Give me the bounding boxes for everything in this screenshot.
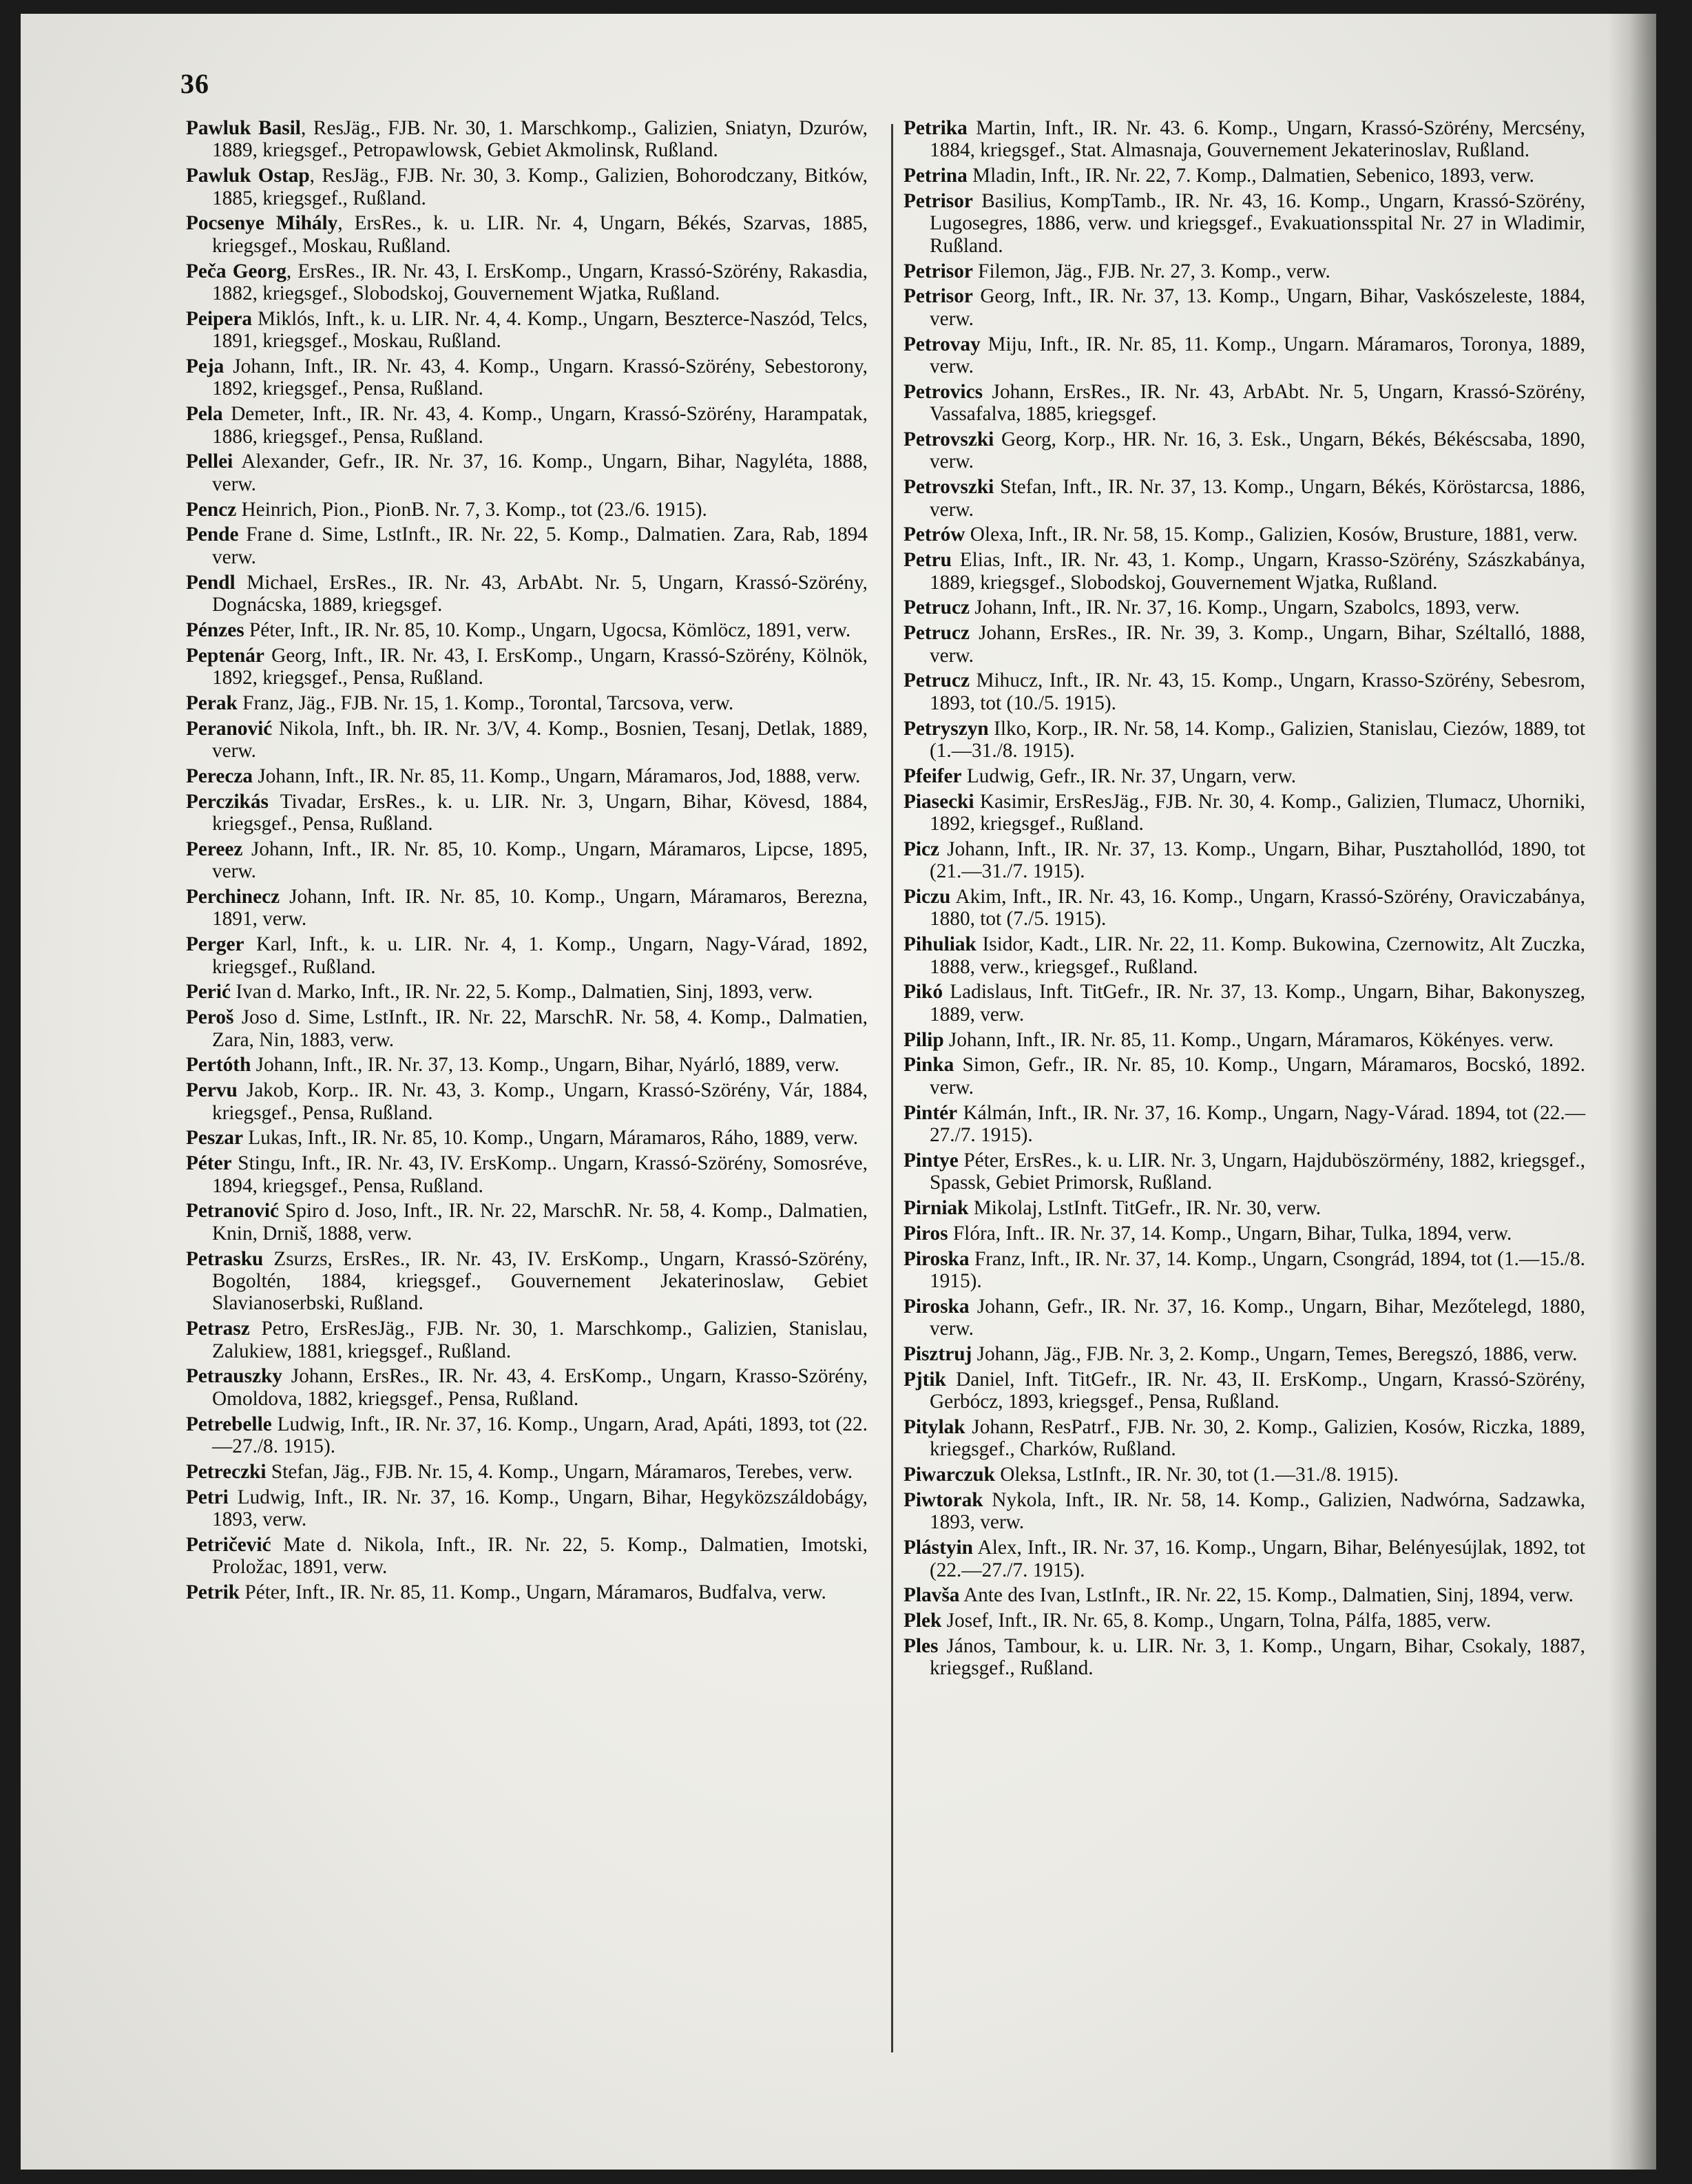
- casualty-entry: [186, 499, 868, 521]
- entry-surname: Pintér: [904, 1101, 958, 1124]
- entry-details: Kálmán, Inft., IR. Nr. 37, 16. Komp., Ungarn, Nagy-Várad. 1894, tot (22.—27./7. 1915).: [930, 1101, 1585, 1147]
- entry-details: Flóra, Inft.. IR. Nr. 37, 14. Komp., Ungarn, Bihar, Tulka, 1894, verw.: [948, 1222, 1512, 1245]
- entry-details: Filemon, Jäg., FJB. Nr. 27, 3. Komp., verw.: [972, 260, 1330, 282]
- entry-surname: Petrovszki: [904, 476, 994, 499]
- entry-details: Michael, ErsRes., IR. Nr. 43, ArbAbt. Nr. 5, Ungarn, Krassó-Szörény, Dognácska, 1889, kriegsgef.: [212, 571, 868, 616]
- casualty-entry: [904, 1635, 1585, 1680]
- casualty-entry: [186, 1079, 868, 1124]
- entry-surname: Piwarczuk: [904, 1464, 995, 1486]
- entry-surname: Petrovszki: [904, 428, 994, 451]
- entry-details: Péter, Inft., IR. Nr. 85, 11. Komp., Ungarn, Máramaros, Budfalva, verw.: [240, 1581, 826, 1604]
- entry-surname: Picz: [904, 838, 940, 860]
- entry-details: Johann, ErsRes., IR. Nr. 39, 3. Komp., Ungarn, Bihar, Széltalló, 1888, verw.: [930, 622, 1585, 667]
- entry-details: Isidor, Kadt., LIR. Nr. 22, 11. Komp. Bukowina, Czernowitz, Alt Zuczka, 1888, verw., kriegsgef., Rußland.: [930, 933, 1585, 978]
- entry-surname: Pervu: [186, 1079, 238, 1102]
- entry-surname: Petrucz: [904, 622, 970, 645]
- casualty-entry: [904, 523, 1585, 545]
- casualty-entry: [186, 886, 868, 930]
- casualty-entry: [904, 1197, 1585, 1219]
- entry-details: Petro, ErsResJäg., FJB. Nr. 30, 1. Marschkomp., Galizien, Stanislau, Zalukiew, 1881, kriegsgef., Rußland.: [212, 1318, 868, 1362]
- entry-details: , ResJäg., FJB. Nr. 30, 3. Komp., Galizien, Bohorodczany, Bitków, 1885, kriegsgef., Rußland.: [212, 165, 868, 209]
- entry-details: Johann, Inft., IR. Nr. 37, 16. Komp., Ungarn, Szabolcs, 1893, verw.: [969, 596, 1520, 619]
- casualty-entry: [186, 619, 868, 641]
- entry-surname: Ples: [904, 1635, 939, 1658]
- casualty-entry: [904, 1537, 1585, 1581]
- entry-details: Nikola, Inft., bh. IR. Nr. 3/V, 4. Komp., Bosnien, Tesanj, Detlak, 1889, verw.: [212, 717, 868, 762]
- entry-details: Lukas, Inft., IR. Nr. 85, 10. Komp., Ungarn, Máramaros, Ráho, 1889, verw.: [242, 1127, 859, 1150]
- entry-surname: Petranović: [186, 1200, 280, 1223]
- entry-details: Johann, Inft., IR. Nr. 85, 10. Komp., Ungarn, Máramaros, Lipcse, 1895, verw.: [212, 838, 868, 883]
- entry-surname: Petrasz: [186, 1318, 250, 1340]
- entry-surname: Pela: [186, 403, 223, 426]
- entry-details: Akim, Inft., IR. Nr. 43, 16. Komp., Ungarn, Krassó-Szörény, Oraviczabánya, 1880, tot (7./5. 1915).: [930, 886, 1585, 930]
- casualty-entry: [904, 1584, 1585, 1606]
- entry-details: Heinrich, Pion., PionB. Nr. 7, 3. Komp., tot (23./6. 1915).: [236, 498, 707, 521]
- entry-surname: Petrauszky: [186, 1365, 282, 1388]
- entry-surname: Petrucz: [904, 669, 970, 692]
- casualty-entry: [904, 765, 1585, 787]
- entry-surname: Petru: [904, 549, 952, 572]
- entry-details: Elias, Inft., IR. Nr. 43, 1. Komp., Ungarn, Krasso-Szörény, Szászkabánya, 1889, kriegsgef., Slobodskoj, Gouvernement Wjatka, Rußland.: [930, 549, 1585, 594]
- casualty-entry: [186, 1365, 868, 1410]
- entry-surname: Peča Georg: [186, 260, 286, 282]
- casualty-entry: [904, 1150, 1585, 1194]
- entry-details: Franz, Inft., IR. Nr. 37, 14. Komp., Ungarn, Csongrád, 1894, tot (1.—15./8. 1915).: [930, 1247, 1585, 1293]
- entry-details: Josef, Inft., IR. Nr. 65, 8. Komp., Ungarn, Tolna, Pálfa, 1885, verw.: [941, 1610, 1492, 1632]
- casualty-entry: [904, 333, 1585, 378]
- entry-details: Miklós, Inft., k. u. LIR. Nr. 4, 4. Komp., Ungarn, Beszterce-Naszód, Telcs, 1891, kriegsgef., Moskau, Rußland.: [212, 307, 868, 353]
- casualty-entry: [904, 1369, 1585, 1413]
- entry-details: Johann, Jäg., FJB. Nr. 3, 2. Komp., Ungarn, Temes, Beregszó, 1886, verw.: [972, 1343, 1578, 1366]
- casualty-entry: [186, 1054, 868, 1076]
- casualty-entry: [186, 1461, 868, 1483]
- casualty-entry: [904, 117, 1585, 162]
- entry-details: Johann, ErsRes., IR. Nr. 43, ArbAbt. Nr. 5, Ungarn, Krassó-Szörény, Vassafalva, 1885, kriegsgef.: [930, 380, 1585, 426]
- entry-surname: Piczu: [904, 886, 951, 908]
- entry-details: Nykola, Inft., IR. Nr. 58, 14. Komp., Galizien, Nadwórna, Sadzawka, 1893, verw.: [930, 1489, 1585, 1534]
- entry-surname: Piroska: [904, 1295, 970, 1318]
- casualty-entry: [904, 933, 1585, 978]
- entry-surname: Pihuliak: [904, 933, 976, 956]
- entry-surname: Pendl: [186, 571, 236, 594]
- entry-surname: Petrovics: [904, 380, 983, 403]
- casualty-entry: [904, 622, 1585, 667]
- casualty-entry: [186, 260, 868, 305]
- entry-details: Georg, Inft., IR. Nr. 37, 13. Komp., Ungarn, Bihar, Vaskószeleste, 1884, verw.: [930, 285, 1585, 330]
- entry-details: , ErsRes., k. u. LIR. Nr. 4, Ungarn, Békés, Szarvas, 1885, kriegsgef., Moskau, Rußland.: [212, 212, 868, 257]
- entry-surname: Pertóth: [186, 1054, 251, 1077]
- book-page: [21, 14, 1656, 2170]
- entry-details: Ludwig, Inft., IR. Nr. 37, 16. Komp., Ungarn, Bihar, Hegyközszáldobágy, 1893, verw.: [212, 1486, 868, 1531]
- entry-surname: Pellei: [186, 450, 233, 473]
- entry-surname: Petričević: [186, 1533, 271, 1556]
- entry-details: Martin, Inft., IR. Nr. 43. 6. Komp., Ungarn, Krassó-Szörény, Mercsény, 1884, kriegsgef., Stat. Almasnaja, Gouvernement Jekaterinoslav, Rußland.: [930, 117, 1585, 162]
- casualty-entry: [186, 572, 868, 616]
- entry-details: Johann, ErsRes., IR. Nr. 43, 4. ErsKomp., Ungarn, Krasso-Szörény, Omoldova, 1882, kriegsgef., Pensa, Rußland.: [212, 1365, 868, 1410]
- entry-details: Joso d. Sime, LstInft., IR. Nr. 22, MarschR. Nr. 58, 4. Komp., Dalmatien, Zara, Nin, 1883, verw.: [212, 1006, 868, 1051]
- entry-surname: Plavša: [904, 1584, 960, 1607]
- casualty-entry: [186, 1248, 868, 1315]
- entry-surname: Piros: [904, 1222, 948, 1245]
- entry-details: Basilius, KompTamb., IR. Nr. 43, 16. Komp., Ungarn, Krassó-Szörény, Lugosegres, 1886, verw. und kriegsgef., Evakuationsspital Nr. 27 in Wladimir, Rußland.: [930, 190, 1585, 257]
- casualty-entry: [904, 1223, 1585, 1245]
- entry-details: Péter, Inft., IR. Nr. 85, 10. Komp., Ungarn, Ugocsa, Kömlöcz, 1891, verw.: [244, 618, 851, 641]
- entry-details: Stingu, Inft., IR. Nr. 43, IV. ErsKomp.. Ungarn, Krassó-Szörény, Somosréve, 1894, kriegsgef., Pensa, Rußland.: [212, 1152, 868, 1197]
- casualty-entry: [904, 1464, 1585, 1486]
- entry-details: , ErsRes., IR. Nr. 43, I. ErsKomp., Ungarn, Krassó-Szörény, Rakasdia, 1882, kriegsgef., Slobodskoj, Gouvernement Wjatka, Rußland.: [212, 260, 868, 305]
- entry-surname: Perecza: [186, 765, 253, 787]
- entry-details: Alexander, Gefr., IR. Nr. 37, 16. Komp., Ungarn, Bihar, Nagyléta, 1888, verw.: [212, 450, 868, 495]
- casualty-entry: [186, 355, 868, 400]
- casualty-entry: [904, 981, 1585, 1026]
- casualty-entry: [904, 838, 1585, 883]
- entry-surname: Petrik: [186, 1581, 240, 1604]
- entry-surname: Péter: [186, 1152, 232, 1175]
- casualty-entry: [904, 549, 1585, 594]
- entry-surname: Petrisor: [904, 285, 973, 308]
- casualty-entry: [186, 523, 868, 568]
- casualty-entry: [904, 1416, 1585, 1461]
- casualty-entry: [186, 1413, 868, 1458]
- entry-details: Jakob, Korp.. IR. Nr. 43, 3. Komp., Ungarn, Krassó-Szörény, Vár, 1884, kriegsgef., Pensa, Rußland.: [212, 1079, 868, 1124]
- entry-details: Daniel, Inft. TitGefr., IR. Nr. 43, II. ErsKomp., Ungarn, Krassó-Szörény, Gerbócz, 1893, kriegsgef., Pensa, Rußland.: [930, 1368, 1585, 1413]
- entry-surname: Petryszyn: [904, 717, 989, 740]
- entry-surname: Petrebelle: [186, 1413, 272, 1435]
- entry-surname: Pénzes: [186, 618, 244, 641]
- entry-surname: Petri: [186, 1486, 229, 1508]
- casualty-entry: [186, 1534, 868, 1579]
- entry-surname: Pikó: [904, 981, 943, 1003]
- casualty-entry: [904, 165, 1585, 187]
- casualty-entry: [186, 212, 868, 257]
- entry-surname: Pinka: [904, 1054, 954, 1077]
- entry-surname: Pisztruj: [904, 1343, 972, 1366]
- entry-surname: Piwtorak: [904, 1489, 983, 1512]
- entry-details: Stefan, Inft., IR. Nr. 37, 13. Komp., Ungarn, Békés, Köröstarcsa, 1886, verw.: [930, 476, 1585, 521]
- entry-details: Ludwig, Gefr., IR. Nr. 37, Ungarn, verw.: [961, 765, 1297, 787]
- entry-details: Demeter, Inft., IR. Nr. 43, 4. Komp., Ungarn, Krassó-Szörény, Harampatak, 1886, kriegsgef., Pensa, Rußland.: [212, 403, 868, 448]
- casualty-entry: [186, 765, 868, 787]
- entry-surname: Perger: [186, 933, 244, 956]
- casualty-entry: [186, 791, 868, 835]
- entry-surname: Petrovay: [904, 333, 981, 355]
- column-divider: [891, 124, 893, 2052]
- entry-details: Mate d. Nikola, Inft., IR. Nr. 22, 5. Komp., Dalmatien, Imotski, Proložac, 1891, verw.: [212, 1533, 868, 1579]
- casualty-entry: [186, 117, 868, 162]
- casualty-entry: [186, 933, 868, 978]
- casualty-entry: [186, 1318, 868, 1362]
- entry-details: Johann, ResPatrf., FJB. Nr. 30, 2. Komp., Galizien, Kosów, Riczka, 1889, kriegsgef., Charków, Rußland.: [930, 1416, 1585, 1461]
- entry-details: Zsurzs, ErsRes., IR. Nr. 43, IV. ErsKomp., Ungarn, Krassó-Szörény, Bogoltén, 1884, kriegsgef., Gouvernement Jekaterinoslaw, Gebiet Slavianoserbski, Rußland.: [212, 1247, 868, 1315]
- entry-details: Johann, Inft., IR. Nr. 43, 4. Komp., Ungarn. Krassó-Szörény, Sebestorony, 1892, kriegsgef., Pensa, Rußland.: [212, 355, 868, 400]
- entry-details: Ludwig, Inft., IR. Nr. 37, 16. Komp., Ungarn, Arad, Apáti, 1893, tot (22.—27./8. 1915).: [212, 1413, 868, 1458]
- page-number: 36: [180, 68, 209, 99]
- entry-details: , ResJäg., FJB. Nr. 30, 1. Marschkomp., Galizien, Sniatyn, Dzurów, 1889, kriegsgef., Petropawlowsk, Gebiet Akmolinsk, Rußland.: [212, 117, 868, 162]
- entry-details: Ivan d. Marko, Inft., IR. Nr. 22, 5. Komp., Dalmatien, Sinj, 1893, verw.: [231, 981, 813, 1003]
- casualty-entry: [186, 1127, 868, 1149]
- entry-surname: Petrisor: [904, 190, 973, 212]
- casualty-entry: [904, 476, 1585, 521]
- entry-details: Péter, ErsRes., k. u. LIR. Nr. 3, Ungarn, Hajduböszörmény, 1882, kriegsgef., Spassk, Gebiet Primorsk, Rußland.: [930, 1149, 1585, 1194]
- entry-details: Ilko, Korp., IR. Nr. 58, 14. Komp., Galizien, Stanislau, Ciezów, 1889, tot (1.—31./8. 1915).: [930, 717, 1585, 762]
- casualty-entry: [904, 1248, 1585, 1293]
- entry-details: Miju, Inft., IR. Nr. 85, 11. Komp., Ungarn. Máramaros, Toronya, 1889, verw.: [930, 333, 1585, 378]
- entry-details: Mladin, Inft., IR. Nr. 22, 7. Komp., Dalmatien, Sebenico, 1893, verw.: [967, 165, 1534, 187]
- entry-surname: Petrów: [904, 523, 965, 546]
- casualty-entry: [186, 403, 868, 448]
- left-column: [186, 117, 868, 1607]
- entry-surname: Piroska: [904, 1247, 970, 1270]
- entry-surname: Pende: [186, 523, 239, 546]
- entry-surname: Pawluk Basil: [186, 117, 301, 139]
- entry-details: Johann, Inft., IR. Nr. 85, 11. Komp., Ungarn, Máramaros, Jod, 1888, verw.: [253, 765, 861, 787]
- binding-shadow: [1608, 14, 1656, 2170]
- entry-surname: Pitylak: [904, 1416, 965, 1439]
- casualty-entry: [186, 308, 868, 353]
- casualty-entry: [186, 838, 868, 883]
- entry-surname: Pereez: [186, 838, 243, 860]
- entry-surname: Petrina: [904, 165, 968, 187]
- entry-details: Johann, Gefr., IR. Nr. 37, 16. Komp., Ungarn, Bihar, Mezőtelegd, 1880, verw.: [930, 1295, 1585, 1340]
- casualty-entry: [904, 190, 1585, 257]
- entry-details: Tivadar, ErsRes., k. u. LIR. Nr. 3, Ungarn, Bihar, Kövesd, 1884, kriegsgef., Pensa, Rußland.: [212, 790, 868, 835]
- entry-details: János, Tambour, k. u. LIR. Nr. 3, 1. Komp., Ungarn, Bihar, Csokaly, 1887, kriegsgef., Rußland.: [930, 1635, 1585, 1680]
- entry-surname: Pawluk Ostap: [186, 165, 310, 187]
- entry-surname: Peszar: [186, 1127, 243, 1150]
- casualty-entry: [186, 1006, 868, 1051]
- casualty-entry: [904, 669, 1585, 714]
- entry-surname: Pencz: [186, 498, 237, 521]
- entry-surname: Peja: [186, 355, 224, 378]
- entry-surname: Peranović: [186, 717, 273, 740]
- casualty-entry: [904, 381, 1585, 426]
- casualty-entry: [904, 718, 1585, 762]
- entry-surname: Pintye: [904, 1149, 959, 1172]
- entry-surname: Peipera: [186, 307, 252, 330]
- casualty-entry: [904, 260, 1585, 282]
- casualty-entry: [904, 1343, 1585, 1365]
- entry-surname: Pirniak: [904, 1197, 969, 1220]
- entry-surname: Pfeifer: [904, 765, 962, 787]
- right-column: [904, 117, 1585, 1683]
- casualty-entry: [186, 981, 868, 1003]
- entry-surname: Petrika: [904, 117, 968, 139]
- casualty-entry: [186, 1581, 868, 1603]
- entry-surname: Peptenár: [186, 644, 264, 667]
- entry-details: Mikolaj, LstInft. TitGefr., IR. Nr. 30, verw.: [968, 1197, 1322, 1220]
- entry-surname: Petrucz: [904, 596, 970, 619]
- entry-surname: Piasecki: [904, 790, 974, 813]
- entry-details: Georg, Korp., HR. Nr. 16, 3. Esk., Ungarn, Békés, Békéscsaba, 1890, verw.: [930, 428, 1585, 473]
- entry-surname: Perczikás: [186, 790, 269, 813]
- casualty-entry: [904, 285, 1585, 330]
- entry-details: Ante des Ivan, LstInft., IR. Nr. 22, 15. Komp., Dalmatien, Sinj, 1894, verw.: [959, 1584, 1574, 1607]
- casualty-entry: [186, 645, 868, 689]
- casualty-entry: [904, 1054, 1585, 1099]
- entry-details: Oleksa, LstInft., IR. Nr. 30, tot (1.—31./8. 1915).: [994, 1464, 1399, 1486]
- casualty-entry: [186, 692, 868, 714]
- casualty-entry: [186, 450, 868, 495]
- entry-surname: Pjtik: [904, 1368, 946, 1391]
- casualty-entry: [904, 428, 1585, 473]
- entry-surname: Perić: [186, 981, 231, 1003]
- entry-surname: Pocsenye Mihály: [186, 212, 338, 235]
- entry-details: Franz, Jäg., FJB. Nr. 15, 1. Komp., Torontal, Tarcsova, verw.: [237, 691, 734, 714]
- entry-surname: Peroš: [186, 1006, 234, 1029]
- casualty-entry: [904, 791, 1585, 835]
- entry-surname: Plek: [904, 1610, 942, 1632]
- entry-surname: Perak: [186, 691, 238, 714]
- entry-details: Johann, Inft. IR. Nr. 85, 10. Komp., Ungarn, Máramaros, Berezna, 1891, verw.: [212, 886, 868, 930]
- casualty-entry: [186, 718, 868, 762]
- entry-details: Olexa, Inft., IR. Nr. 58, 15. Komp., Galizien, Kosów, Brusture, 1881, verw.: [965, 523, 1578, 546]
- entry-surname: Pilip: [904, 1028, 944, 1051]
- casualty-entry: [904, 1489, 1585, 1534]
- entry-surname: Perchinecz: [186, 886, 280, 908]
- entry-details: Mihucz, Inft., IR. Nr. 43, 15. Komp., Ungarn, Krasso-Szörény, Sebesrom, 1893, tot (10./5. 1915).: [930, 669, 1585, 714]
- casualty-entry: [904, 1610, 1585, 1632]
- entry-details: Ladislaus, Inft. TitGefr., IR. Nr. 37, 13. Komp., Ungarn, Bihar, Bakonyszeg, 1889, verw.: [930, 981, 1585, 1026]
- casualty-entry: [904, 886, 1585, 930]
- casualty-entry: [186, 1152, 868, 1197]
- entry-surname: Plástyin: [904, 1537, 973, 1559]
- casualty-entry: [186, 1486, 868, 1531]
- entry-details: Johann, Inft., IR. Nr. 37, 13. Komp., Ungarn, Bihar, Pusztahollód, 1890, tot (21.—31./7. 1915).: [930, 838, 1585, 883]
- entry-details: Kasimir, ErsResJäg., FJB. Nr. 30, 4. Komp., Galizien, Tlumacz, Uhorniki, 1892, kriegsgef., Rußland.: [930, 790, 1585, 835]
- entry-details: Alex, Inft., IR. Nr. 37, 16. Komp., Ungarn, Bihar, Belényesújlak, 1892, tot (22.—27./7. 1915).: [930, 1537, 1585, 1581]
- casualty-entry: [904, 1102, 1585, 1147]
- entry-surname: Petreczki: [186, 1460, 267, 1483]
- entry-details: Frane d. Sime, LstInft., IR. Nr. 22, 5. Komp., Dalmatien. Zara, Rab, 1894 verw.: [212, 523, 868, 568]
- entry-surname: Petrasku: [186, 1247, 264, 1270]
- entry-details: Simon, Gefr., IR. Nr. 85, 10. Komp., Ungarn, Máramaros, Bocskó, 1892. verw.: [930, 1054, 1585, 1099]
- casualty-entry: [186, 165, 868, 209]
- casualty-entry: [904, 1029, 1585, 1051]
- entry-details: Johann, Inft., IR. Nr. 37, 13. Komp., Ungarn, Bihar, Nyárló, 1889, verw.: [251, 1054, 839, 1077]
- entry-details: Georg, Inft., IR. Nr. 43, I. ErsKomp., Ungarn, Krassó-Szörény, Kölnök, 1892, kriegsgef., Pensa, Rußland.: [212, 644, 868, 689]
- entry-details: Spiro d. Joso, Inft., IR. Nr. 22, MarschR. Nr. 58, 4. Komp., Dalmatien, Knin, Drniš, 1888, verw.: [212, 1200, 868, 1245]
- entry-details: Stefan, Jäg., FJB. Nr. 15, 4. Komp., Ungarn, Máramaros, Terebes, verw.: [266, 1460, 853, 1483]
- entry-surname: Petrisor: [904, 260, 973, 282]
- casualty-entry: [904, 596, 1585, 618]
- entry-details: Karl, Inft., k. u. LIR. Nr. 4, 1. Komp., Ungarn, Nagy-Várad, 1892, kriegsgef., Rußland.: [212, 933, 868, 978]
- entry-details: Johann, Inft., IR. Nr. 85, 11. Komp., Ungarn, Máramaros, Kökényes. verw.: [943, 1028, 1554, 1051]
- casualty-entry: [186, 1200, 868, 1245]
- casualty-entry: [904, 1296, 1585, 1340]
